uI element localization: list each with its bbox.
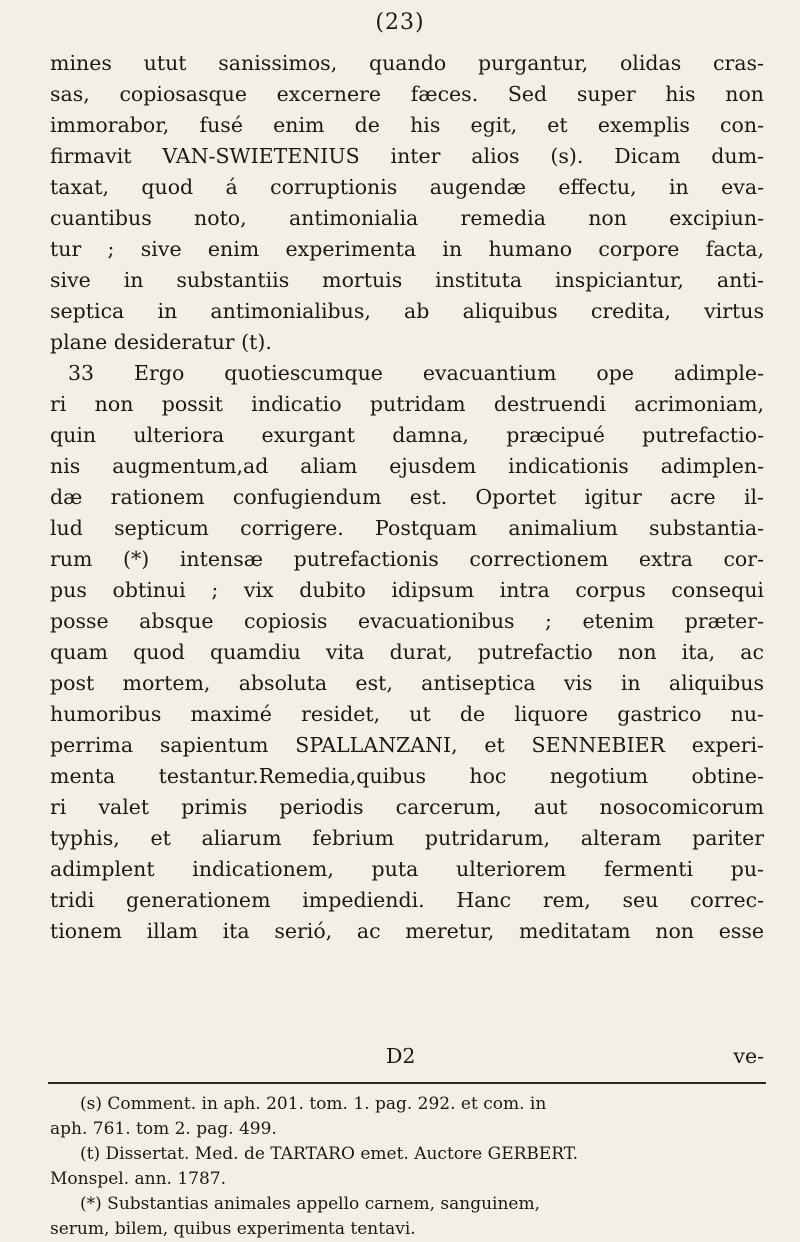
signature-mark: D2 [386, 1044, 416, 1068]
text-line: lud septicum corrigere. Postquam animalium substantia- [50, 516, 764, 540]
catchword: ve- [733, 1044, 764, 1068]
text-line: quam quod quamdiu vita durat, putrefactio non ita, ac [50, 640, 764, 664]
text-line: dæ rationem confugiendum est. Oportet igitur acre il- [50, 485, 764, 509]
page-number: (23) [375, 10, 425, 35]
text-line: menta testantur.Remedia,quibus hoc negotium obtine- [50, 764, 764, 788]
text-line: quin ulteriora exurgant damna, præcipué putrefactio- [50, 423, 764, 447]
text-line: firmavit VAN-SWIETENIUS inter alios (s). Dicam dum- [50, 144, 764, 168]
text-line: mines utut sanissimos, quando purgantur, olidas cras- [50, 51, 764, 75]
text-line: ri non possit indicatio putridam destruendi acrimoniam, [50, 392, 764, 416]
footnote-rule [48, 1082, 766, 1084]
text-line: plane desideratur (t). [50, 330, 272, 354]
text-line: pus obtinui ; vix dubito idipsum intra corpus consequi [50, 578, 764, 602]
text-line: post mortem, absoluta est, antiseptica vis in aliquibus [50, 671, 764, 695]
text-line: sas, copiosasque excernere fæces. Sed super his non [50, 82, 764, 106]
signature-line [50, 1044, 764, 1072]
footnote-line: Monspel. ann. 1787. [50, 1169, 227, 1189]
text-line: perrima sapientum SPALLANZANI, et SENNEBIER experi- [50, 733, 764, 757]
footnotes [50, 1092, 764, 1242]
text-line: sive in substantiis mortuis instituta inspiciantur, anti- [50, 268, 764, 292]
text-line: adimplent indicationem, puta ulteriorem fermenti pu- [50, 857, 764, 881]
footnote-line: serum, bilem, quibus experimenta tentavi. [50, 1219, 416, 1239]
main-text [50, 48, 764, 947]
text-line: humoribus maximé residet, ut de liquore gastrico nu- [50, 702, 764, 726]
text-line: immorabor, fusé enim de his egit, et exemplis con- [50, 113, 764, 137]
footnote-line: (t) Dissertat. Med. de TARTARO emet. Auctore GERBERT. [80, 1144, 579, 1164]
text-line: tur ; sive enim experimenta in humano corpore facta, [50, 237, 764, 261]
text-line: typhis, et aliarum febrium putridarum, alteram pariter [50, 826, 764, 850]
text-line: septica in antimonialibus, ab aliquibus credita, virtus [50, 299, 764, 323]
text-line: posse absque copiosis evacuationibus ; etenim præter- [50, 609, 764, 633]
text-line: rum (*) intensæ putrefactionis correctionem extra cor- [50, 547, 764, 571]
footnote-line: (*) Substantias animales appello carnem, sanguinem, [80, 1194, 541, 1214]
paragraph-start-line: 33 Ergo quotiescumque evacuantium ope adimple- [68, 361, 764, 385]
text-line: tionem illam ita serió, ac meretur, meditatam non esse [50, 919, 764, 943]
text-line: tridi generationem impediendi. Hanc rem, seu correc- [50, 888, 764, 912]
text-line: cuantibus noto, antimonialia remedia non excipiun- [50, 206, 764, 230]
footnote-line: aph. 761. tom 2. pag. 499. [50, 1119, 277, 1139]
text-line: taxat, quod á corruptionis augendæ effectu, in eva- [50, 175, 764, 199]
text-line: nis augmentum,ad aliam ejusdem indicationis adimplen- [50, 454, 764, 478]
text-line: ri valet primis periodis carcerum, aut nosocomicorum [50, 795, 764, 819]
footnote-line: (s) Comment. in aph. 201. tom. 1. pag. 292. et com. in [80, 1094, 547, 1114]
